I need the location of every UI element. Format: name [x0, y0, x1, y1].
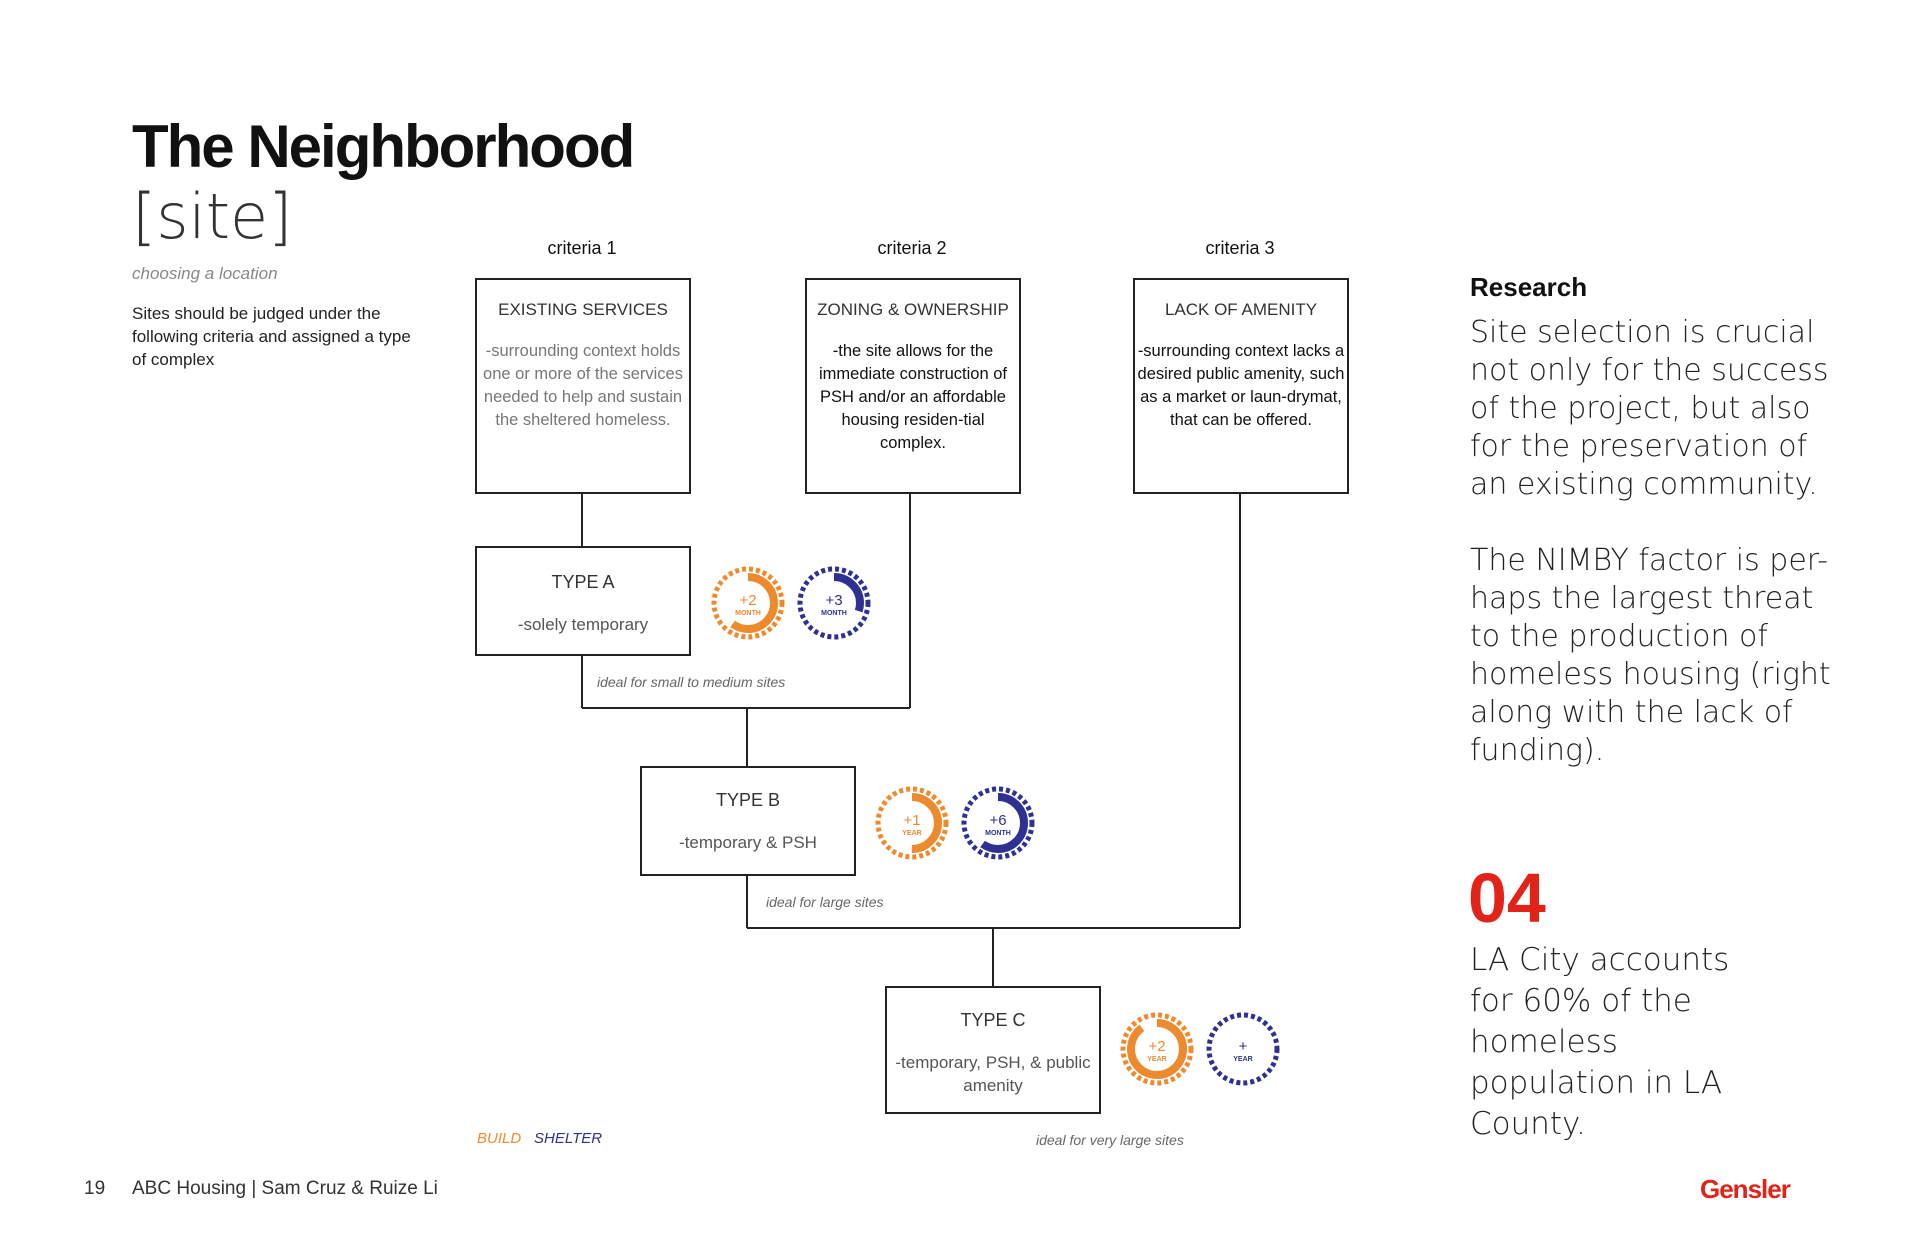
research-text [1470, 314, 1850, 770]
type-b-build-value: +1 [903, 812, 921, 829]
type-a-shelter-value: +3 [825, 592, 843, 609]
type-b-shelter-unit: MONTH [985, 830, 1011, 837]
page-title: The Neighborhood [132, 113, 634, 180]
type-b-note: ideal for large sites [766, 894, 884, 910]
criteria-3-desc: -surrounding context lacks a desired public amenity, such as a market or laun-drymat, that can be offered. [1137, 342, 1345, 429]
legend-shelter: SHELTER [534, 1130, 603, 1147]
type-c-shelter-badge [1206, 1012, 1280, 1086]
criteria-3-label: criteria 3 [1205, 238, 1275, 258]
criteria-1-label: criteria 1 [547, 238, 617, 258]
criteria-3-box [1133, 278, 1349, 494]
type-a-build-badge [711, 566, 785, 640]
type-a-build-unit: MONTH [735, 610, 761, 617]
type-a-box [475, 546, 691, 656]
type-c-box [885, 986, 1101, 1114]
stat-number: 04 [1468, 859, 1546, 937]
tagline: choosing a location [132, 264, 278, 283]
criteria-3-title: LACK OF AMENITY [1164, 300, 1318, 319]
type-b-title: TYPE B [715, 790, 781, 810]
research-paragraph-2: The NIMBY factor is per-haps the largest threat to the production of homeless housing (right along with the lack of funding). [1470, 543, 1831, 768]
research-heading: Research [1470, 272, 1588, 302]
brand-logo: Gensler [1700, 1174, 1790, 1204]
type-c-shelter-unit: YEAR [1233, 1056, 1253, 1063]
type-a-shelter-unit: MONTH [821, 610, 847, 617]
type-c-desc: -temporary, PSH, & public amenity [895, 1053, 1091, 1095]
stat-text: LA City accounts for 60% of the homeless population in LA County. [1470, 942, 1730, 1142]
intro-text: Sites should be judged under the following criteria and assigned a type of complex [132, 304, 411, 369]
page-subtitle: [site] [132, 180, 293, 253]
criteria-1-box [475, 278, 691, 494]
criteria-2-desc: -the site allows for the immediate construction of PSH and/or an affordable housing residen-tial complex. [818, 342, 1007, 452]
page-number: 19 [84, 1178, 106, 1199]
criteria-2-label: criteria 2 [877, 238, 947, 258]
type-a-desc: -solely temporary [517, 615, 649, 634]
type-c-build-value: +2 [1148, 1038, 1166, 1055]
legend-build: BUILD [477, 1130, 522, 1147]
type-b-build-badge [875, 786, 949, 860]
criteria-1-desc: -surrounding context holds one or more of the services needed to help and sustain the sheltered homeless. [483, 342, 683, 429]
type-b-box [640, 766, 856, 876]
type-b-shelter-badge [961, 786, 1035, 860]
type-b-desc: -temporary & PSH [679, 833, 817, 852]
footer-project: ABC Housing | Sam Cruz & Ruize Li [132, 1178, 438, 1199]
type-a-shelter-badge [797, 566, 871, 640]
type-c-build-badge [1120, 1012, 1194, 1086]
type-a-title: TYPE A [551, 572, 615, 592]
type-c-shelter-value: + [1238, 1038, 1248, 1055]
type-c-note: ideal for very large sites [1036, 1132, 1184, 1148]
criteria-1-title: EXISTING SERVICES [498, 300, 668, 319]
type-a-note: ideal for small to medium sites [597, 674, 786, 690]
type-b-build-unit: YEAR [902, 830, 922, 837]
type-c-title: TYPE C [960, 1010, 1026, 1030]
type-b-shelter-value: +6 [989, 812, 1007, 829]
research-paragraph-1: Site selection is crucial not only for the success of the project, but also for the preservation of an existing community. [1470, 315, 1829, 502]
criteria-2-box [805, 278, 1021, 494]
type-c-build-unit: YEAR [1147, 1056, 1167, 1063]
type-a-build-value: +2 [739, 592, 757, 609]
criteria-2-title: ZONING & OWNERSHIP [817, 300, 1009, 319]
